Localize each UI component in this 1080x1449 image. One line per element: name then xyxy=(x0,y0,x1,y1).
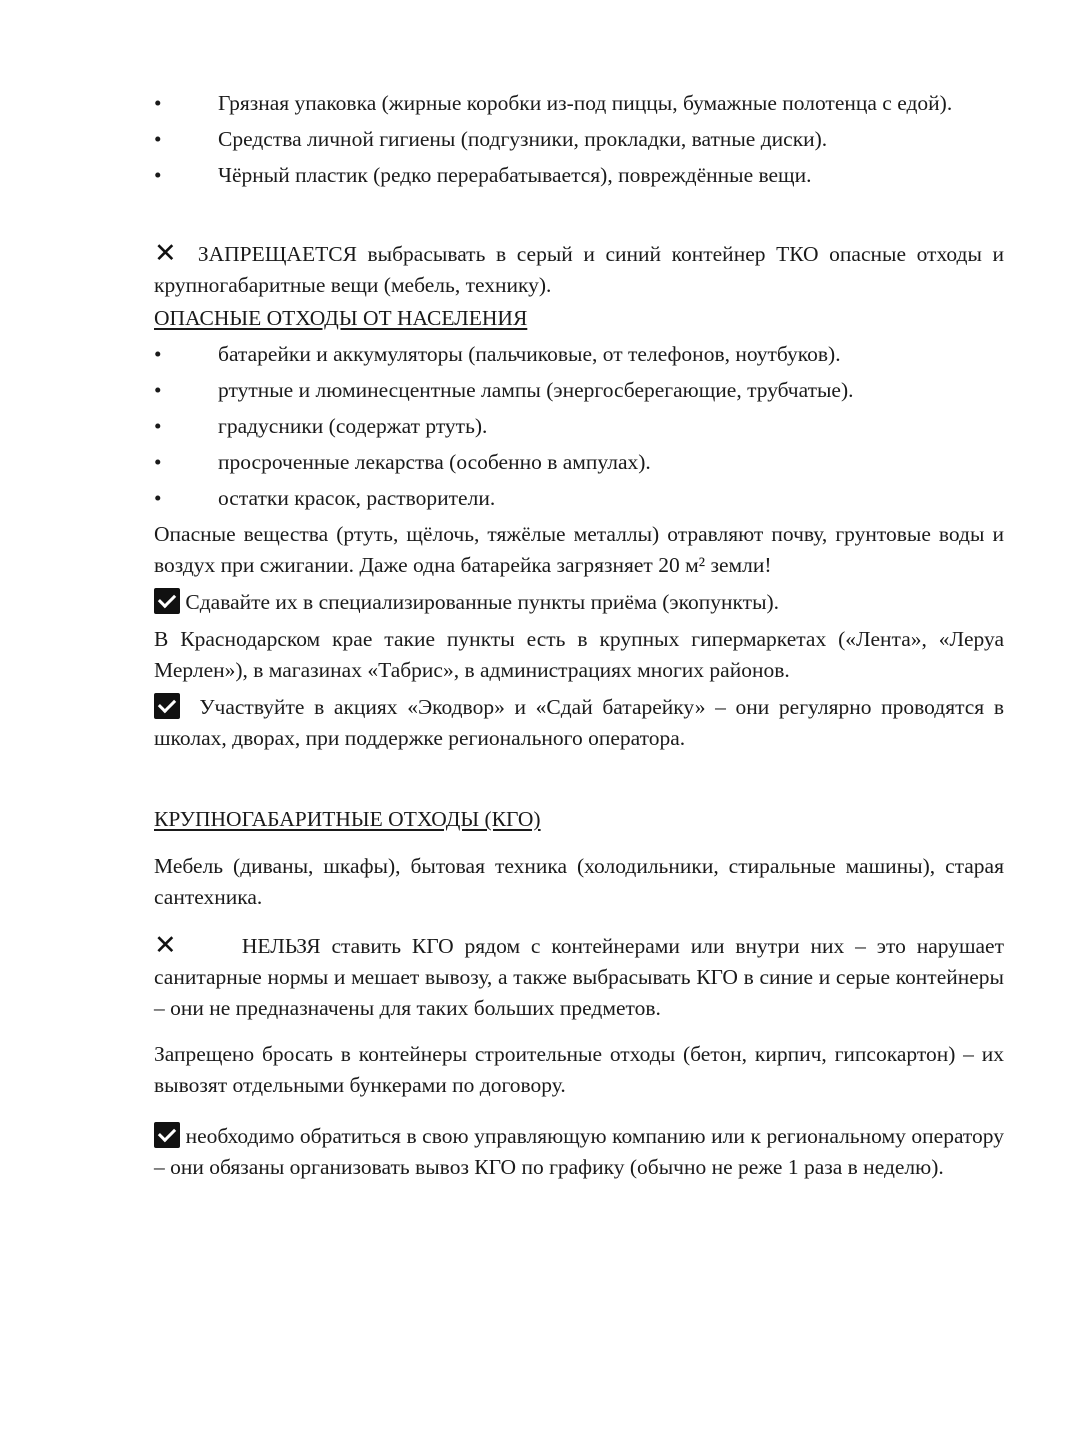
construction-note: Запрещено бросать в контейнеры строительные отходы (бетон, кирпич, гипсокартон) – их вывозят отдельными бункерами по договору. xyxy=(154,1042,1004,1097)
list-item-text: градусники (содержат ртуть). xyxy=(218,414,488,438)
list-item-text: Средства личной гигиены (подгузники, прокладки, ватные диски). xyxy=(218,127,828,151)
list-item-text: Грязная упаковка (жирные коробки из-под пиццы, бумажные полотенца с едой). xyxy=(218,91,953,115)
list-item xyxy=(154,88,1004,119)
check-note-pickup xyxy=(154,1121,1004,1183)
check-note-text: Сдавайте их в специализированные пункты приёма (экопункты). xyxy=(185,590,780,614)
list-item xyxy=(154,160,1004,191)
list-item xyxy=(154,483,1004,514)
check-box-icon xyxy=(154,1122,180,1148)
bullet-icon: • xyxy=(154,163,162,187)
intro-list xyxy=(154,88,1004,191)
list-item-text: Чёрный пластик (редко перерабатывается), повреждённые вещи. xyxy=(218,163,812,187)
bullet-icon: • xyxy=(154,414,162,438)
list-item-text: батарейки и аккумуляторы (пальчиковые, от телефонов, ноутбуков). xyxy=(218,342,841,366)
bullet-icon: • xyxy=(154,450,162,474)
list-item xyxy=(154,339,1004,370)
bullet-icon: • xyxy=(154,378,162,402)
check-note-text: необходимо обратиться в свою управляющую компанию или к региональному оператору – они обязаны организовать вывоз КГО по графику (обычно не реже 1 раза в неделю). xyxy=(154,1124,1005,1179)
list-item xyxy=(154,447,1004,478)
list-item-text: просроченные лекарства (особенно в ампулах). xyxy=(218,450,651,474)
bulky-warning xyxy=(154,931,1004,1024)
cross-mark-icon: ✕ xyxy=(154,930,177,961)
bullet-icon: • xyxy=(154,91,162,115)
check-box-icon xyxy=(154,693,180,719)
tko-warning xyxy=(154,239,1004,301)
check-box-icon xyxy=(154,588,180,614)
tko-warning-text: ЗАПРЕЩАЕТСЯ выбрасывать в серый и синий контейнер ТКО опасные отходы и крупногабаритные вещи (мебель, технику). xyxy=(154,242,1004,297)
cross-mark-icon: ✕ xyxy=(154,238,177,269)
bulky-description: Мебель (диваны, шкафы), бытовая техника (холодильники, стиральные машины), старая сантехника. xyxy=(154,854,1004,909)
list-item-text: остатки красок, растворители. xyxy=(218,486,496,510)
check-note-text: Участвуйте в акциях «Экодвор» и «Сдай батарейку» – они регулярно проводятся в школах, дворах, при поддержке регионального оператора. xyxy=(154,695,1004,750)
list-item xyxy=(154,411,1004,442)
hazardous-heading: ОПАСНЫЕ ОТХОДЫ ОТ НАСЕЛЕНИЯ xyxy=(154,306,528,330)
check-note-drop-off xyxy=(154,587,1004,618)
bulky-heading: КРУПНОГАБАРИТНЫЕ ОТХОДЫ (КГО) xyxy=(154,807,541,831)
list-item-text: ртутные и люминесцентные лампы (энергосберегающие, трубчатые). xyxy=(218,378,854,402)
list-item xyxy=(154,375,1004,406)
bulky-warning-text: НЕЛЬЗЯ ставить КГО рядом с контейнерами или внутри них – это нарушает санитарные нормы и мешает вывозу, а также выбрасывать КГО в синие и серые контейнеры – они не предназначены для таких больших предметов. xyxy=(154,934,1004,1020)
hazardous-explanation: Опасные вещества (ртуть, щёлочь, тяжёлые металлы) отравляют почву, грунтовые воды и воздух при сжигании. Даже одна батарейка загрязняет 20 м² земли! xyxy=(154,522,1004,577)
hazardous-list xyxy=(154,339,1004,514)
list-item xyxy=(154,124,1004,155)
check-note-campaigns xyxy=(154,692,1004,754)
bullet-icon: • xyxy=(154,486,162,510)
krasnodar-note: В Краснодарском крае такие пункты есть в крупных гипермаркетах («Лента», «Леруа Мерлен»), в магазинах «Табрис», в администрациях многих районов. xyxy=(154,627,1004,682)
bullet-icon: • xyxy=(154,127,162,151)
bullet-icon: • xyxy=(154,342,162,366)
